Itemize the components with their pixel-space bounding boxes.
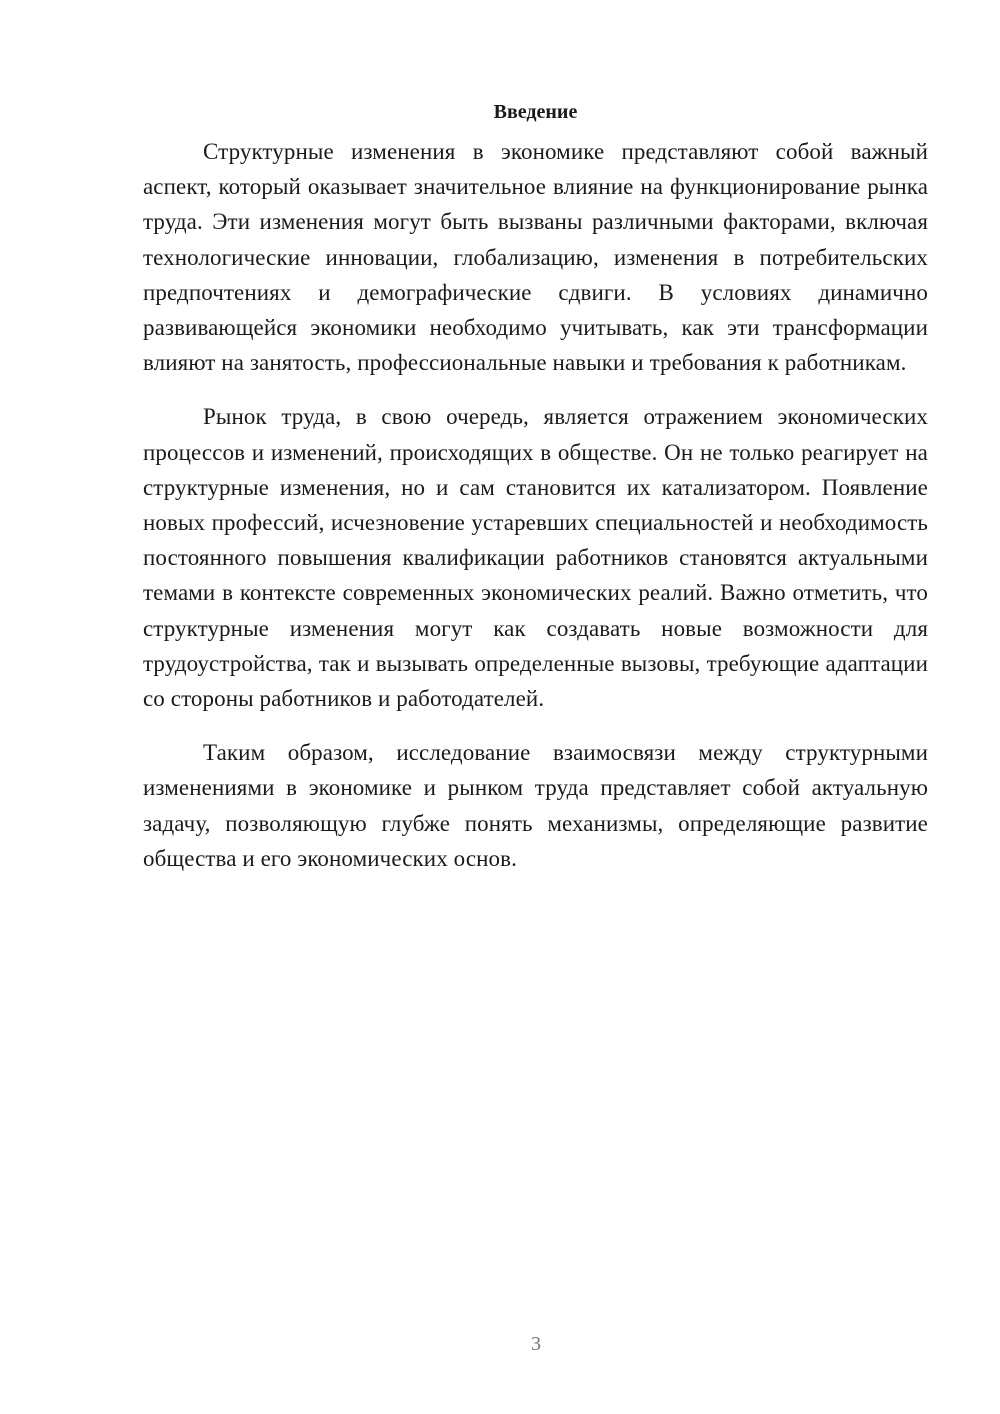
paragraph: Рынок труда, в свою очередь, является отражением экономических процессов и изменений, происходящих в обществе. Он не только реагирует на структурные изменения, но и сам становится их катализатором. Появление новых профессий, исчезновение устаревших специальностей и необходимость постоянного повышения квалификации работников становятся актуальными темами в контексте современных экономических реалий. Важно отметить, что структурные изменения могут как создавать новые возможности для трудоустройства, так и вызывать определенные вызовы, требующие адаптации со стороны работников и работодателей. <box>143 404 928 712</box>
page-number: 3 <box>531 1333 541 1355</box>
paragraph: Структурные изменения в экономике представляют собой важный аспект, который оказывает значительное влияние на функционирование рынка труда. Эти изменения могут быть вызваны различными факторами, включая технологические инновации, глобализацию, изменения в потребительских предпочтениях и демографические сдвиги. В условиях динамично развивающейся экономики необходимо учитывать, как эти трансформации влияют на занятость, профессиональные навыки и требования к работникам. <box>143 139 928 376</box>
page-content <box>143 94 928 876</box>
paragraph: Таким образом, исследование взаимосвязи между структурными изменениями в экономике и рынком труда представляет собой актуальную задачу, позволяющую глубже понять механизмы, определяющие развитие общества и его экономических основ. <box>143 740 928 871</box>
section-title: Введение <box>493 101 578 123</box>
